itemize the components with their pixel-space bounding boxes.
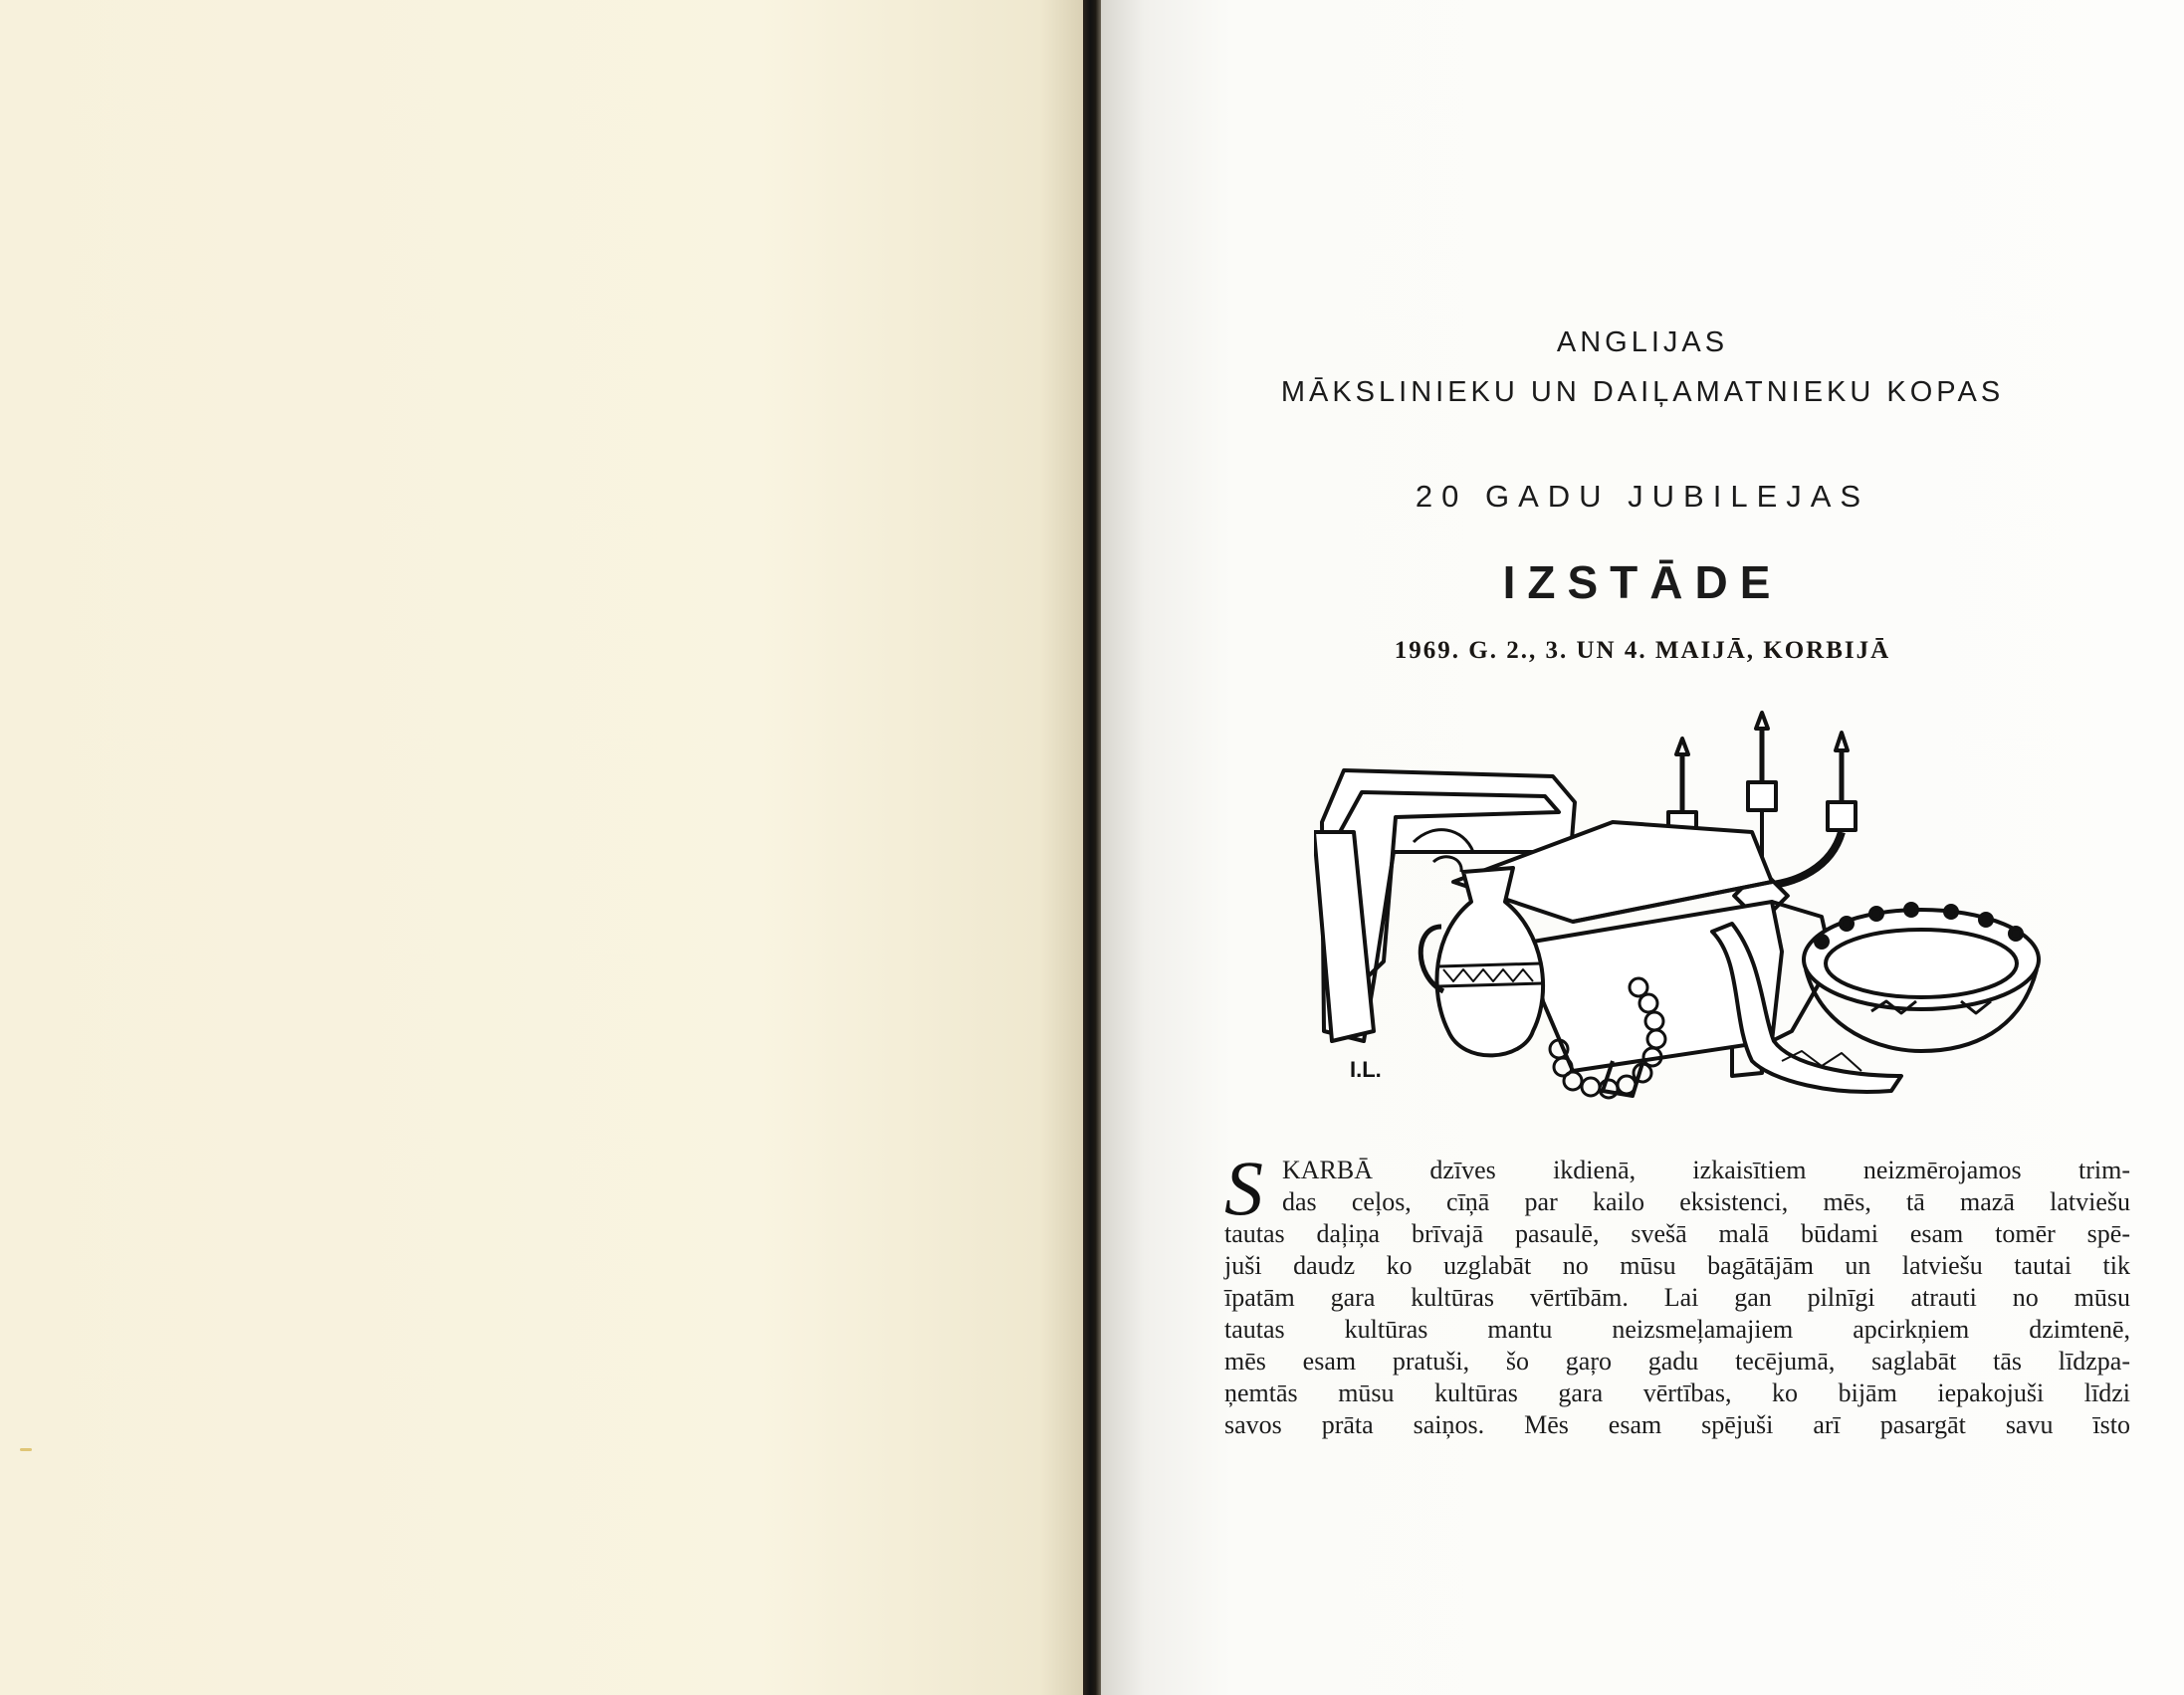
organization-line-1: ANGLIJAS (1556, 326, 1729, 358)
body-line: savos prāta saiņos. Mēs esam spējuši arī pasargāt savu īsto (1224, 1410, 2130, 1439)
body-line: KARBĀ dzīves ikdienā, izkaisītiem neizmērojamos trim- (1282, 1156, 2130, 1184)
jubilee-heading: 20 GADU JUBILEJAS (1415, 479, 1870, 514)
left-blank-page (0, 0, 1083, 1695)
body-paragraph (1224, 1145, 2130, 1441)
exhibition-date: 1969. G. 2., 3. UN 4. MAIJĀ, KORBIJĀ (1394, 637, 1891, 664)
body-line: mēs esam pratuši, šo gaŗo gadu tecējumā, saglabāt tās līdzpa- (1224, 1347, 2130, 1376)
crafts-illustration (1314, 703, 2061, 1121)
right-page (1101, 0, 2184, 1695)
body-line: das ceļos, cīņā par kailo eksistenci, mēs, tā mazā latviešu (1282, 1187, 2130, 1216)
body-line: tautas daļiņa brīvajā pasaulē, svešā malā būdami esam tomēr spē- (1224, 1219, 2130, 1248)
exhibition-title: IZSTĀDE (1502, 556, 1783, 608)
organization-line-2: MĀKSLINIEKU UN DAIĻAMATNIEKU KOPAS (1280, 376, 2005, 408)
book-spine (1083, 0, 1101, 1695)
body-line: īpatām gara kultūras vērtībām. Lai gan pilnīgi atrauti no mūsu (1224, 1283, 2130, 1312)
paper-stain (20, 1448, 32, 1451)
drop-cap: S (1224, 1145, 1263, 1231)
body-line: tautas kultūras mantu neizsmeļamajiem apcirkņiem dzimtenē, (1224, 1315, 2130, 1344)
illustration-signature: I.L. (1350, 1057, 1382, 1082)
body-line: juši daudz ko uzglabāt no mūsu bagātājām un latviešu tautai tik (1224, 1251, 2130, 1280)
bowl (1804, 904, 2039, 1051)
body-line: ņemtās mūsu kultūras gara vērtības, ko bijām iepakojuši līdzi (1224, 1378, 2130, 1407)
